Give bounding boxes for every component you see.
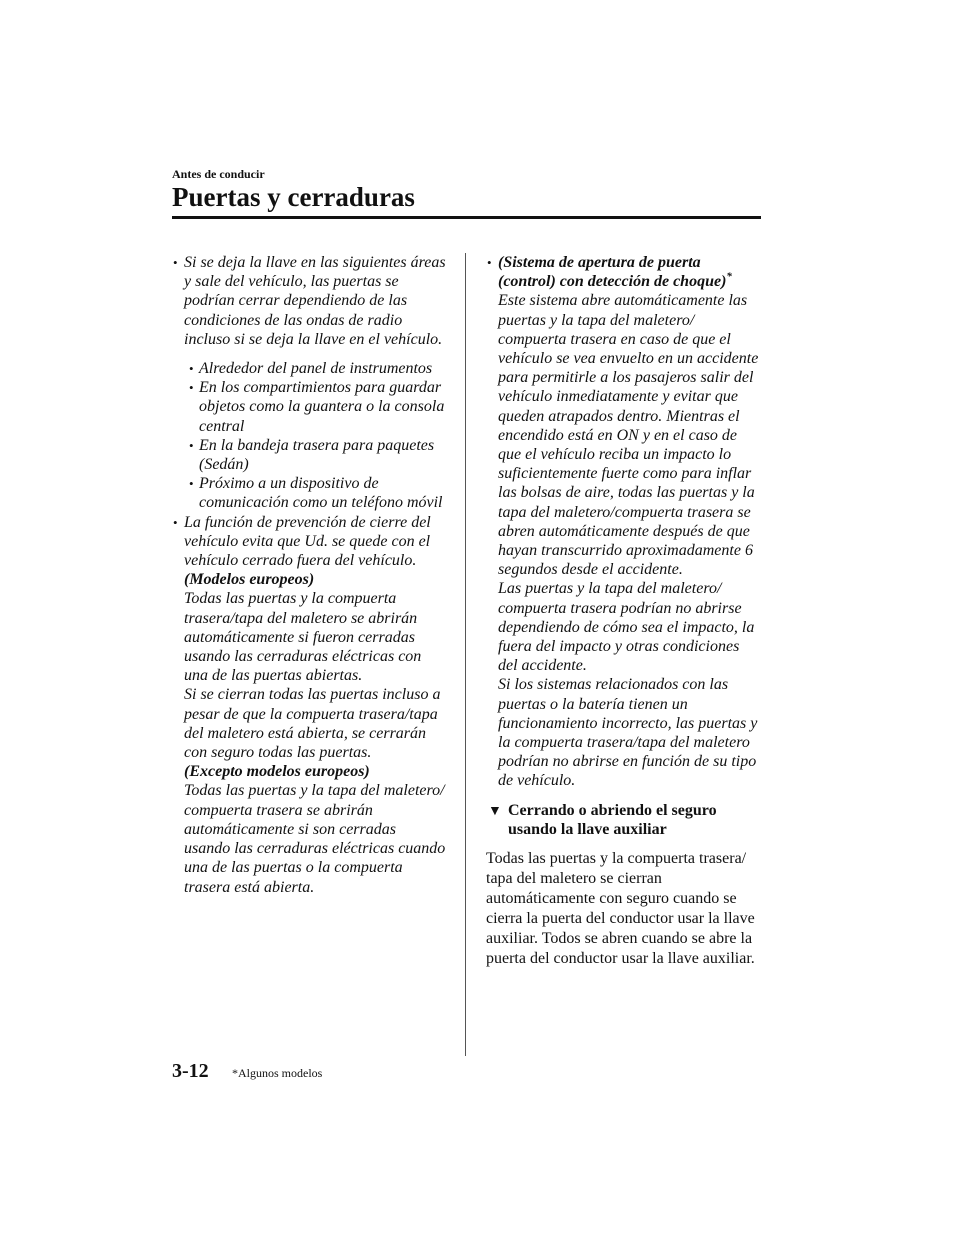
auxiliary-key-body bbox=[486, 849, 766, 969]
sub-bullet-mobile-device bbox=[172, 474, 454, 512]
text-line: queden atrapados dentro. Mientras el bbox=[498, 407, 740, 425]
text-line: Si se cierran todas las puertas incluso a bbox=[184, 686, 441, 704]
text-line: automáticamente si fueron cerradas bbox=[184, 628, 415, 646]
column-divider bbox=[465, 253, 466, 1056]
text-line: encendido está en ON y en el caso de bbox=[498, 426, 738, 444]
text-line: En los compartimientos para guardar bbox=[199, 379, 442, 397]
text-line: Todas las puertas y la compuerta trasera/ bbox=[486, 850, 747, 868]
text-line: (Sedán) bbox=[199, 456, 249, 474]
crash-unlock-text bbox=[498, 291, 766, 790]
triangle-down-icon: ▼ bbox=[488, 803, 502, 819]
crash-unlock-heading-line: (Sistema de apertura de puerta bbox=[498, 254, 701, 271]
right-column bbox=[486, 253, 766, 969]
non-eu-models-heading: (Excepto modelos europeos) bbox=[184, 763, 370, 781]
text-line: del accidente. bbox=[498, 657, 587, 675]
eu-models-text bbox=[184, 589, 454, 762]
text-line: tapa del maletero se cierran bbox=[486, 870, 662, 888]
text-line: vehículo evita que Ud. se quede con el bbox=[184, 532, 431, 550]
section-heading-text bbox=[508, 801, 766, 839]
text-line: Todas las puertas y la tapa del maletero/ bbox=[184, 782, 445, 800]
text-line: podrían no abrirse en función de su tipo bbox=[498, 753, 757, 771]
text-line: Si se deja la llave en las siguientes áreas bbox=[184, 254, 446, 271]
bullet-dot-icon: • bbox=[189, 437, 194, 453]
text-line: las bolsas de aire, todas las puertas y la bbox=[498, 484, 755, 502]
text-line: la compuerta trasera/tapa del maletero bbox=[498, 734, 750, 752]
text-line: vehículo cerrado fuera del vehículo. bbox=[184, 552, 417, 570]
text-line: Las puertas y la tapa del maletero/ bbox=[498, 580, 722, 598]
footnote: *Algunos modelos bbox=[232, 1066, 323, 1080]
text-line: abren automáticamente después de que bbox=[498, 522, 750, 540]
text-line: con seguro todas las puertas. bbox=[184, 744, 372, 762]
text-line: trasera está abierta. bbox=[184, 878, 315, 896]
text-line: objetos como la guantera o la consola bbox=[199, 398, 445, 416]
sub-bullet-rear-tray bbox=[172, 436, 454, 474]
bullet-lockout-text bbox=[184, 513, 454, 571]
non-eu-models-text bbox=[184, 781, 454, 896]
bullet-dot-icon: • bbox=[173, 255, 178, 270]
text-line: para permitirle a los pasajeros salir del bbox=[498, 369, 754, 387]
text-line: En la bandeja trasera para paquetes bbox=[199, 436, 435, 454]
bullet-dot-icon: • bbox=[189, 361, 194, 377]
bullet-dot-icon: • bbox=[189, 476, 194, 492]
text-line: cierra la puerta del conductor usar la llave bbox=[486, 910, 755, 928]
text-line: una de las puertas abiertas. bbox=[184, 667, 363, 685]
sub-bullet-text bbox=[199, 359, 454, 378]
text-line: Alrededor del panel de instrumentos bbox=[199, 360, 433, 378]
sub-bullet-text bbox=[199, 436, 454, 474]
eu-models-heading: (Modelos europeos) bbox=[184, 571, 315, 589]
text-line: puerta del conductor usar la llave auxiliar. bbox=[486, 950, 755, 968]
text-line: trasera/tapa del maletero se abrirán bbox=[184, 609, 418, 627]
text-line: segundos desde el accidente. bbox=[498, 561, 683, 579]
sub-bullet-compartments bbox=[172, 378, 454, 436]
text-line: condiciones de las ondas de radio bbox=[184, 311, 403, 329]
text-line: Cerrando o abriendo el seguro bbox=[508, 801, 717, 819]
section-label: Antes de conducir bbox=[172, 167, 265, 181]
text-line: tapa del maletero/compuerta trasera se bbox=[498, 503, 751, 521]
text-line: incluso si se deja la llave en el vehículo. bbox=[184, 330, 443, 348]
text-line: hayan transcurrido aproximadamente 6 bbox=[498, 542, 753, 560]
text-line: compuerta trasera podrían no abrirse bbox=[498, 599, 742, 617]
text-line: auxiliar. Todos se abren cuando se abre la bbox=[486, 930, 753, 948]
text-line: puertas o la batería tienen un bbox=[498, 695, 688, 713]
text-line: usando las cerraduras eléctricas con bbox=[184, 648, 422, 666]
title-rule bbox=[172, 216, 761, 219]
text-line: compuerta trasera en caso de que el bbox=[498, 330, 731, 348]
text-line: comunicación como un teléfono móvil bbox=[199, 494, 443, 512]
asterisk-mark: * bbox=[726, 270, 732, 283]
text-line: automáticamente con seguro cuando se bbox=[486, 890, 737, 908]
text-line: Este sistema abre automáticamente las bbox=[498, 292, 748, 310]
sub-bullet-dashboard bbox=[172, 359, 454, 378]
text-line: usando las cerraduras eléctricas cuando bbox=[184, 840, 446, 858]
text-line: Si los sistemas relacionados con las bbox=[498, 676, 729, 694]
bullet-dot-icon: • bbox=[487, 255, 492, 270]
text-line: del maletero está abierta, se cerrarán bbox=[184, 724, 427, 742]
sub-bullet-text bbox=[199, 474, 454, 512]
text-line: fuera del impacto y otras condiciones bbox=[498, 638, 740, 656]
text-line: automáticamente si son cerradas bbox=[184, 820, 396, 838]
bullet-crash-unlock bbox=[486, 253, 766, 791]
bullet-dot-icon: • bbox=[173, 514, 178, 530]
text-line: y sale del vehículo, las puertas se bbox=[184, 273, 399, 291]
text-line: podrían cerrar dependiendo de las bbox=[184, 292, 408, 310]
bullet-lockout-prevention bbox=[172, 513, 454, 897]
bullet-key-areas bbox=[172, 253, 454, 349]
text-line: vehículo se vea envuelto en un accidente bbox=[498, 350, 759, 368]
crash-unlock-heading-line: (control) con detección de choque)* bbox=[498, 270, 732, 291]
text-line: compuerta trasera se abrirán bbox=[184, 801, 373, 819]
bullet-key-areas-text bbox=[184, 253, 454, 349]
text-line: Todas las puertas y la compuerta bbox=[184, 590, 397, 608]
page-number: 3-12 bbox=[172, 1060, 209, 1082]
sub-bullet-text bbox=[199, 378, 454, 436]
text-line: La función de prevención de cierre del bbox=[184, 513, 431, 531]
page-title: Puertas y cerraduras bbox=[172, 182, 415, 212]
text-line: una de las puertas o la compuerta bbox=[184, 859, 403, 877]
left-column bbox=[172, 253, 454, 897]
text-line: usando la llave auxiliar bbox=[508, 820, 667, 838]
text-line: vehículo inmediatamente y evitar que bbox=[498, 388, 738, 406]
text-line: Próximo a un dispositivo de bbox=[199, 475, 379, 493]
text-line: dependiendo de cómo sea el impacto, la bbox=[498, 618, 755, 636]
section-heading-auxiliary-key bbox=[486, 801, 766, 839]
text-line: de vehículo. bbox=[498, 772, 576, 790]
bullet-dot-icon: • bbox=[189, 380, 194, 396]
text-line: pesar de que la compuerta trasera/tapa bbox=[184, 705, 438, 723]
text-line: central bbox=[199, 417, 245, 435]
text-line: suficientemente fuerte como para inflar bbox=[498, 465, 752, 483]
text-line: puertas y la tapa del maletero/ bbox=[498, 311, 695, 329]
text-line: que el vehículo reciba un impacto lo bbox=[498, 446, 732, 464]
crash-unlock-heading bbox=[498, 253, 766, 291]
text-line: funcionamiento incorrecto, las puertas y bbox=[498, 714, 758, 732]
